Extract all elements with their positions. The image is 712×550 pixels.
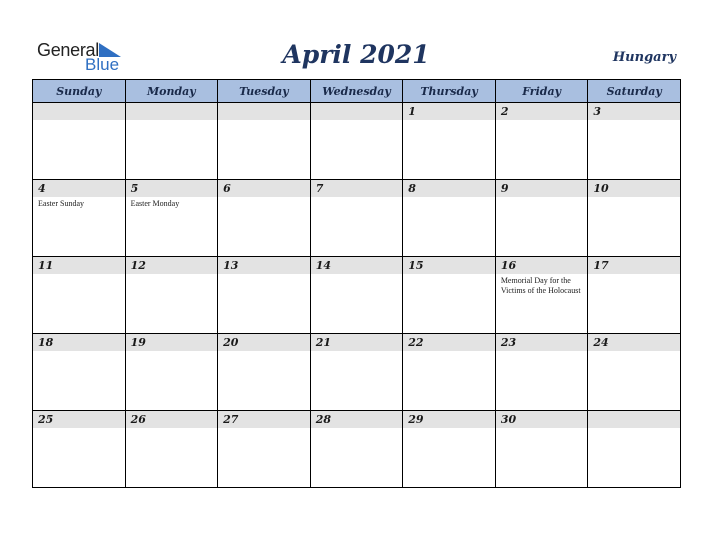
holiday-label — [33, 120, 125, 122]
day-cell — [588, 334, 681, 411]
logo-text-blue: Blue — [85, 55, 120, 74]
day-cell — [403, 334, 496, 411]
weekday-header: Friday — [495, 80, 588, 103]
day-cell — [495, 103, 588, 180]
holiday-label: Easter Sunday — [38, 199, 84, 208]
holiday-label — [403, 197, 495, 199]
day-number: 13 — [218, 257, 310, 274]
day-cell — [33, 411, 126, 488]
holiday-label — [33, 274, 125, 276]
day-cell — [218, 334, 311, 411]
holiday-label — [218, 351, 310, 353]
day-cell — [495, 411, 588, 488]
day-number — [33, 103, 125, 120]
day-cell — [125, 180, 218, 257]
day-cell — [310, 257, 403, 334]
day-cell — [403, 180, 496, 257]
holiday-label — [588, 274, 680, 276]
day-cell — [218, 180, 311, 257]
holiday-label — [311, 274, 403, 276]
holiday-label — [496, 428, 588, 430]
holiday-label — [311, 428, 403, 430]
holiday-label — [218, 120, 310, 122]
day-number: 10 — [588, 180, 680, 197]
day-number — [588, 411, 680, 428]
holiday-label — [588, 428, 680, 430]
day-number: 21 — [311, 334, 403, 351]
day-number: 8 — [403, 180, 495, 197]
day-cell — [403, 103, 496, 180]
day-number: 16 — [496, 257, 588, 274]
day-cell — [218, 411, 311, 488]
day-cell — [588, 411, 681, 488]
day-number: 2 — [496, 103, 588, 120]
day-number — [126, 103, 218, 120]
day-number: 4 — [33, 180, 125, 197]
weekday-header: Wednesday — [310, 80, 403, 103]
day-number: 18 — [33, 334, 125, 351]
day-cell — [33, 180, 126, 257]
holiday-label — [496, 120, 588, 122]
week-row — [33, 180, 681, 257]
day-cell — [125, 103, 218, 180]
week-row — [33, 103, 681, 180]
day-number: 9 — [496, 180, 588, 197]
week-row — [33, 411, 681, 488]
day-number: 20 — [218, 334, 310, 351]
day-cell — [495, 334, 588, 411]
holiday-label — [126, 274, 218, 276]
day-cell — [310, 334, 403, 411]
holiday-label — [33, 351, 125, 353]
day-number: 1 — [403, 103, 495, 120]
weekday-header: Monday — [125, 80, 218, 103]
day-number: 27 — [218, 411, 310, 428]
day-number — [311, 103, 403, 120]
day-number: 11 — [33, 257, 125, 274]
day-cell — [495, 180, 588, 257]
day-number: 24 — [588, 334, 680, 351]
page-title: April 2021 — [282, 40, 430, 69]
day-number: 19 — [126, 334, 218, 351]
day-number: 15 — [403, 257, 495, 274]
holiday-label — [126, 120, 218, 122]
holiday-label — [311, 351, 403, 353]
holiday-label — [403, 120, 495, 122]
holiday-label — [496, 351, 588, 353]
day-number: 23 — [496, 334, 588, 351]
day-number — [218, 103, 310, 120]
day-cell — [218, 103, 311, 180]
holiday-label: Memorial Day for the Victims of the Holocaust — [500, 276, 581, 295]
day-number: 30 — [496, 411, 588, 428]
day-cell — [588, 180, 681, 257]
day-number: 17 — [588, 257, 680, 274]
holiday-label — [588, 197, 680, 199]
weekday-header: Saturday — [588, 80, 681, 103]
weekday-header: Tuesday — [218, 80, 311, 103]
holiday-label — [403, 274, 495, 276]
holiday-label — [588, 351, 680, 353]
day-number: 5 — [126, 180, 218, 197]
day-number: 29 — [403, 411, 495, 428]
day-number: 6 — [218, 180, 310, 197]
day-cell — [310, 411, 403, 488]
day-number: 25 — [33, 411, 125, 428]
day-cell — [33, 257, 126, 334]
holiday-label: Easter Monday — [130, 199, 180, 208]
day-cell — [588, 257, 681, 334]
weekday-header-row — [33, 80, 681, 103]
holiday-label — [218, 274, 310, 276]
day-cell — [495, 257, 588, 334]
calendar-grid — [32, 79, 681, 488]
week-row — [33, 257, 681, 334]
day-cell — [310, 180, 403, 257]
day-cell — [588, 103, 681, 180]
weekday-header: Sunday — [33, 80, 126, 103]
holiday-label — [403, 428, 495, 430]
holiday-label — [126, 351, 218, 353]
holiday-label — [496, 197, 588, 199]
day-cell — [218, 257, 311, 334]
day-number: 12 — [126, 257, 218, 274]
day-number: 14 — [311, 257, 403, 274]
holiday-label — [403, 351, 495, 353]
logo-text-general: General — [37, 40, 99, 60]
holiday-label — [218, 428, 310, 430]
holiday-label — [126, 428, 218, 430]
day-cell — [125, 334, 218, 411]
day-cell — [403, 257, 496, 334]
day-cell — [125, 257, 218, 334]
day-number: 26 — [126, 411, 218, 428]
holiday-label — [218, 197, 310, 199]
holiday-label — [311, 197, 403, 199]
day-number: 22 — [403, 334, 495, 351]
weekday-header: Thursday — [403, 80, 496, 103]
day-cell — [310, 103, 403, 180]
country-label: Hungary — [612, 50, 676, 65]
day-cell — [125, 411, 218, 488]
day-number: 7 — [311, 180, 403, 197]
day-cell — [403, 411, 496, 488]
week-row — [33, 334, 681, 411]
holiday-label — [311, 120, 403, 122]
holiday-label — [588, 120, 680, 122]
day-number: 28 — [311, 411, 403, 428]
day-number: 3 — [588, 103, 680, 120]
day-cell — [33, 334, 126, 411]
day-cell — [33, 103, 126, 180]
holiday-label — [33, 428, 125, 430]
